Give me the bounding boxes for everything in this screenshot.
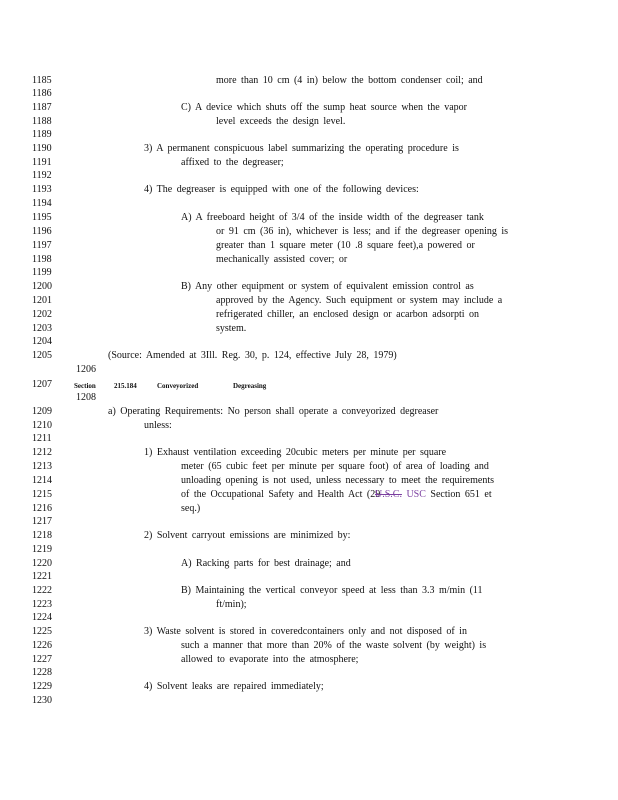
- line-text: of the Occupational Safety and Health Act (29: [181, 489, 381, 500]
- line-number: 1224: [32, 612, 52, 623]
- line-number: 1197: [32, 240, 52, 251]
- line-text: or 91 cm (36 in), whichever is less; and if the degreaser opening is: [216, 226, 509, 237]
- line-number: 1193: [32, 184, 52, 195]
- section-number: 215.184: [114, 382, 137, 390]
- line-text: unloading opening is not used, unless necessary to meet the requirements: [181, 475, 494, 486]
- line-text: such a manner that more than 20% of the waste solvent (by weight) is: [181, 640, 487, 651]
- line-text: B) Maintaining the vertical conveyor speed at less than 3.3 m/min (11: [181, 585, 483, 596]
- line-number: 1200: [32, 281, 52, 292]
- line-number: 1188: [32, 116, 52, 127]
- line-number: 1225: [32, 626, 52, 637]
- line-text: greater than 1 square meter (10 .8 square feet),a powered or: [216, 240, 475, 251]
- line-number: 1213: [32, 461, 52, 472]
- line-number: 1207: [32, 379, 52, 390]
- line-number: 1220: [32, 558, 52, 569]
- line-number: 1204: [32, 336, 52, 347]
- line-text: a) Operating Requirements: No person shall operate a conveyorized degreaser: [108, 406, 439, 417]
- line-text: A) A freeboard height of 3/4 of the inside width of the degreaser tank: [181, 212, 484, 223]
- line-text: affixed to the degreaser;: [181, 157, 284, 168]
- line-number: 1205: [32, 350, 52, 361]
- struck-text: U.S.C.: [375, 489, 402, 500]
- line-text: more than 10 cm (4 in) below the bottom condenser coil; and: [216, 75, 483, 86]
- line-text: meter (65 cubic feet per minute per square foot) of area of loading and: [181, 461, 489, 472]
- line-number: 1187: [32, 102, 52, 113]
- line-text: 4) The degreaser is equipped with one of the following devices:: [144, 184, 419, 195]
- line-1215-amendment: [375, 489, 492, 501]
- line-text: 2) Solvent carryout emissions are minimized by:: [144, 530, 351, 541]
- line-text: (Source: Amended at 3Ill. Reg. 30, p. 124, effective July 28, 1979): [108, 350, 397, 361]
- line-number: 1190: [32, 143, 52, 154]
- line-text: seq.): [181, 503, 201, 514]
- line-number: 1227: [32, 654, 52, 665]
- line-text: approved by the Agency. Such equipment or system may include a: [216, 295, 503, 306]
- section-title-word-2: Degreasing: [233, 382, 267, 390]
- line-text: 3) Waste solvent is stored in coveredcontainers only and not disposed of in: [144, 626, 467, 637]
- line-number: 1206: [76, 364, 96, 375]
- line-number: 1196: [32, 226, 52, 237]
- line-text: system.: [216, 323, 247, 334]
- line-text: C) A device which shuts off the sump heat source when the vapor: [181, 102, 467, 113]
- line-number: 1186: [32, 88, 52, 99]
- line-number: 1210: [32, 420, 52, 431]
- line-number: 1230: [32, 695, 52, 706]
- line-text: 4) Solvent leaks are repaired immediately;: [144, 681, 324, 692]
- line-number: 1219: [32, 544, 52, 555]
- line-number: 1214: [32, 475, 52, 486]
- line-number: 1198: [32, 254, 52, 265]
- line-number: 1217: [32, 516, 52, 527]
- line-number: 1185: [32, 75, 52, 86]
- line-number: 1228: [32, 667, 52, 678]
- line-number: 1194: [32, 198, 52, 209]
- section-title-word-1: Conveyorized: [157, 382, 199, 390]
- line-number: 1208: [76, 392, 96, 403]
- line-number: 1222: [32, 585, 52, 596]
- line-number: 1189: [32, 129, 52, 140]
- line-text: B) Any other equipment or system of equivalent emission control as: [181, 281, 474, 292]
- line-number: 1216: [32, 503, 52, 514]
- line-number: 1191: [32, 157, 52, 168]
- line-number: 1218: [32, 530, 52, 541]
- line-number: 1203: [32, 323, 52, 334]
- line-number: 1221: [32, 571, 52, 582]
- line-text: allowed to evaporate into the atmosphere;: [181, 654, 359, 665]
- line-text: mechanically assisted cover; or: [216, 254, 348, 265]
- line-number: 1226: [32, 640, 52, 651]
- line-number: 1212: [32, 447, 52, 458]
- line-text: refrigerated chiller, an enclosed design or acarbon adsorpti on: [216, 309, 479, 320]
- line-text: 1) Exhaust ventilation exceeding 20cubic meters per minute per square: [144, 447, 447, 458]
- line-text: ft/min);: [216, 599, 247, 610]
- line-number: 1211: [32, 433, 52, 444]
- line-number: 1215: [32, 489, 52, 500]
- line-1215-rest: Section 651 et: [425, 489, 492, 500]
- line-number: 1223: [32, 599, 52, 610]
- line-text: 3) A permanent conspicuous label summarizing the operating procedure is: [144, 143, 459, 154]
- line-number: 1209: [32, 406, 52, 417]
- line-number: 1202: [32, 309, 52, 320]
- line-text: level exceeds the design level.: [216, 116, 346, 127]
- line-number: 1229: [32, 681, 52, 692]
- line-text: unless:: [144, 420, 172, 431]
- inserted-text: USC: [401, 489, 426, 500]
- line-number: 1199: [32, 267, 52, 278]
- line-text: A) Racking parts for best drainage; and: [181, 558, 351, 569]
- section-label: Section: [74, 382, 96, 390]
- line-number: 1201: [32, 295, 52, 306]
- line-number: 1195: [32, 212, 52, 223]
- line-number: 1192: [32, 170, 52, 181]
